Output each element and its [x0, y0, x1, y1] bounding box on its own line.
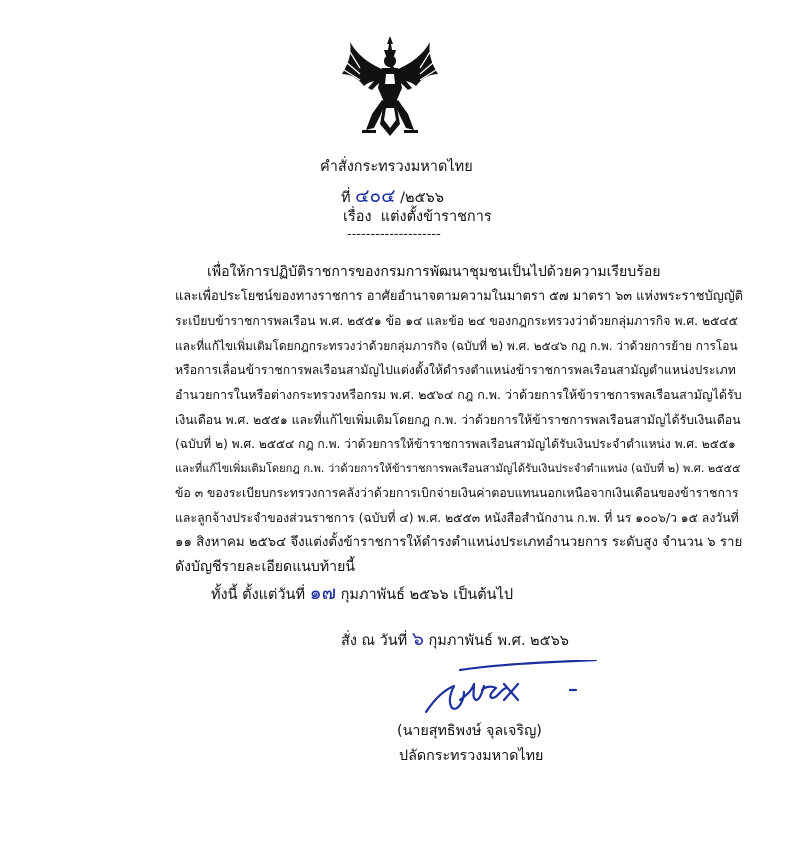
signer-name: (นายสุทธิพงษ์ จุลเจริญ) [397, 723, 542, 739]
body-line: หรือการเลื่อนข้าราชการพลเรือนสามัญไปแต่งตั้งให้ดำรงตำแหน่งข้าราชการพลเรือนสามัญตำแหน่งประเภท [175, 363, 736, 378]
effective-prefix: ทั้งนี้ ตั้งแต่วันที่ [211, 587, 306, 603]
effective-day: ๑๗ [309, 582, 336, 604]
body-line: ๑๑ สิงหาคม ๒๕๖๔ จึงแต่งตั้งข้าราชการให้ดำรงตำแหน่งประเภทอำนวยการ ระดับสูง จำนวน ๖ ราย [175, 534, 743, 550]
ordered-suffix: กุมภาพันธ์ พ.ศ. ๒๕๖๖ [428, 633, 569, 649]
body-line: ดังบัญชีรายละเอียดแนบท้ายนี้ [175, 559, 355, 576]
subject-label: เรื่อง [343, 209, 372, 225]
body-line: และที่แก้ไขเพิ่มเติมโดยกฎ ก.พ. ว่าด้วยการให้ข้าราชการพลเรือนสามัญได้รับเงินประจำตำแหน่ง (ฉบับที่ ๒) พ.ศ. ๒๕๕๕ [175, 461, 741, 475]
ordered-prefix: สั่ง ณ วันที่ [341, 633, 408, 649]
order-number-year: /๒๕๖๖ [400, 190, 444, 206]
body-line: ข้อ ๓ ของระเบียบกระทรวงการคลังว่าด้วยการเบิกจ่ายเงินค่าตอบแทนนอกเหนือจากเงินเดือนของข้าราชการ [175, 486, 739, 501]
body-line: อำนวยการในหรือต่างกระทรวงหรือกรม พ.ศ. ๒๕๖๔ กฎ ก.พ. ว่าด้วยการให้ข้าราชการพลเรือนสามัญได้รับ [175, 386, 742, 402]
body-line: ระเบียบข้าราชการพลเรือน พ.ศ. ๒๕๕๑ ข้อ ๑๔ และข้อ ๒๔ ของกฎกระทรวงว่าด้วยกลุ่มภารกิจ พ.ศ. ๒๕๔๕ [175, 314, 738, 329]
ordered-day: ๖ [411, 628, 424, 650]
order-number-prefix: ที่ [341, 190, 351, 206]
order-subject-line [343, 205, 492, 228]
body-line: (ฉบับที่ ๒) พ.ศ. ๒๕๕๔ กฎ ก.พ. ว่าด้วยการให้ข้าราชการพลเรือนสามัญได้รับเงินประจำตำแหน่ง พ.ศ. ๒๕๕๑ [175, 437, 736, 452]
handwritten-signature [420, 660, 620, 720]
order-number: ๔๐๔ [355, 185, 396, 207]
separator-line: -------------------- [347, 227, 441, 242]
effective-date-line [211, 578, 513, 608]
ordered-date-line [341, 624, 569, 654]
order-title: คำสั่งกระทรวงมหาดไทย [320, 159, 473, 175]
body-line: และที่แก้ไขเพิ่มเติมโดยกฎกระทรวงว่าด้วยกลุ่มภารกิจ (ฉบับที่ ๒) พ.ศ. ๒๕๔๖ กฎ ก.พ. ว่าด้วยการย้าย การโอน [175, 338, 738, 353]
effective-suffix: กุมภาพันธ์ ๒๕๖๖ เป็นต้นไป [340, 587, 514, 603]
body-line: และลูกจ้างประจำของส่วนราชการ (ฉบับที่ ๔) พ.ศ. ๒๕๕๓ หนังสือสำนักงาน ก.พ. ที่ นร ๑๐๐๖/ว ๑๕ ลงวันที่ [175, 510, 739, 525]
body-line: และเพื่อประโยชน์ของทางราชการ อาศัยอำนาจตามความในมาตรา ๕๗ มาตรา ๖๓ แห่งพระราชบัญญัติ [175, 288, 743, 304]
body-line: เพื่อให้การปฏิบัติราชการของกรมการพัฒนาชุมชนเป็นไปด้วยความเรียบร้อย [207, 264, 661, 280]
garuda-emblem-icon [340, 34, 440, 142]
subject-text: แต่งตั้งข้าราชการ [380, 209, 492, 225]
order-body [175, 260, 743, 580]
body-line: เงินเดือน พ.ศ. ๒๕๕๑ และที่แก้ไขเพิ่มเติมโดยกฎ ก.พ. ว่าด้วยการให้ข้าราชการพลเรือนสามัญได้รับเงินเดือน [175, 412, 741, 427]
signer-position: ปลัดกระทรวงมหาดไทย [399, 748, 544, 764]
